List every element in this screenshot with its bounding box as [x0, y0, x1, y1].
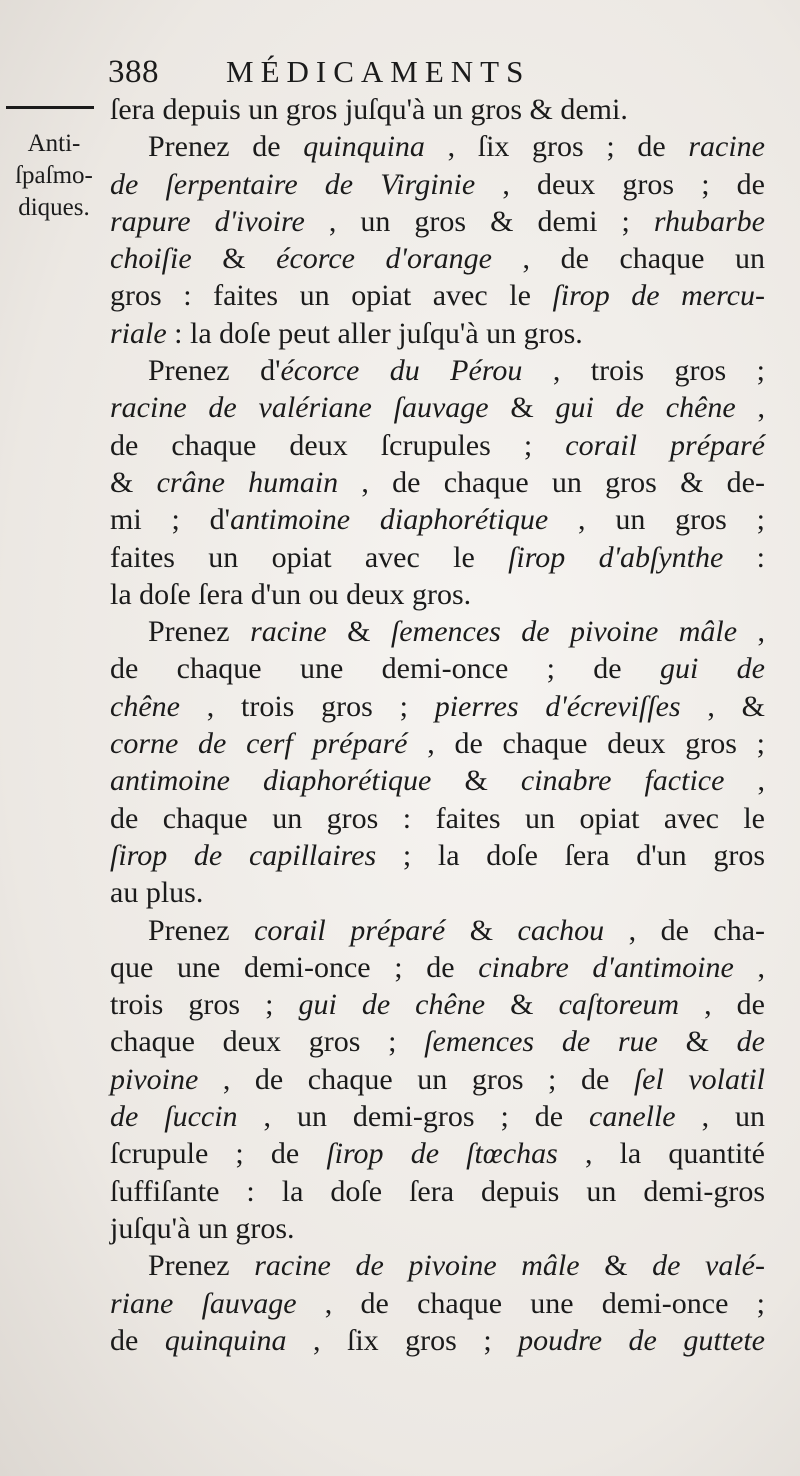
- italic-text: quinquina: [303, 130, 425, 164]
- text-line: [110, 1322, 765, 1359]
- italic-text: pierres d'écreviſſes: [434, 689, 681, 723]
- text-line: [110, 1098, 765, 1135]
- text-line: [110, 949, 765, 986]
- roman-text: ,: [735, 391, 765, 425]
- roman-text: de chaque un gros : faites un opiat avec le: [110, 801, 765, 835]
- roman-text: Prenez de: [148, 130, 304, 164]
- italic-text: ſemences de pivoine mâle: [390, 615, 738, 649]
- italic-text: ſel volatil: [633, 1062, 766, 1096]
- text-line: [110, 166, 765, 203]
- roman-text: , de chaque un gros ; de: [198, 1062, 634, 1096]
- italic-text: ſirop d'abſynthe: [508, 540, 724, 574]
- italic-text: ſirop de capillaires: [110, 838, 377, 872]
- roman-text: , de: [679, 988, 765, 1022]
- text-line: [110, 576, 765, 613]
- roman-text: , un: [675, 1100, 766, 1134]
- roman-text: de: [110, 1323, 165, 1357]
- italic-text: riane ſauvage: [110, 1286, 297, 1320]
- roman-text: , ſix gros ; de: [424, 130, 689, 164]
- italic-text: caſtoreum: [558, 988, 680, 1022]
- roman-text: mi ; d': [110, 503, 231, 537]
- roman-text: ,: [733, 950, 766, 984]
- roman-text: au plus.: [110, 876, 204, 910]
- text-line: [110, 501, 765, 538]
- italic-text: cachou: [517, 913, 605, 947]
- text-line: [110, 874, 765, 911]
- text-line: [110, 389, 765, 426]
- text-line: [110, 613, 765, 650]
- text-line: [110, 1285, 765, 1322]
- text-line: [110, 762, 765, 799]
- italic-text: chêne: [110, 689, 180, 723]
- roman-text: &: [431, 764, 521, 798]
- roman-text: juſqu'à un gros.: [110, 1211, 295, 1245]
- italic-text: cinabre d'antimoine: [478, 950, 734, 984]
- roman-text: Prenez: [148, 913, 255, 947]
- italic-text: gui de chêne: [298, 988, 486, 1022]
- roman-text: ,: [724, 764, 766, 798]
- roman-text: , de chaque un gros & de-: [338, 465, 765, 499]
- italic-text: pivoine: [110, 1062, 199, 1096]
- roman-text: , de chaque une demi-once ;: [296, 1286, 765, 1320]
- roman-text: &: [657, 1025, 737, 1059]
- text-line: [110, 240, 765, 277]
- italic-text: racine: [688, 130, 765, 164]
- roman-text: , de cha-: [604, 913, 766, 947]
- italic-text: corail préparé: [565, 428, 765, 462]
- roman-text: Prenez: [148, 1249, 255, 1283]
- text-line: [110, 837, 765, 874]
- italic-text: rapure d'ivoire: [110, 204, 305, 238]
- roman-text: , deux gros ; de: [475, 167, 765, 201]
- italic-text: riale: [110, 316, 167, 350]
- roman-text: , un gros & demi ;: [304, 204, 654, 238]
- italic-text: poudre de guttete: [518, 1323, 765, 1357]
- roman-text: , de chaque deux gros ;: [407, 727, 765, 761]
- roman-text: Prenez d': [148, 354, 281, 388]
- roman-text: Prenez: [148, 615, 251, 649]
- text-line: [110, 688, 765, 725]
- italic-text: rhubarbe: [653, 204, 765, 238]
- roman-text: chaque deux gros ;: [110, 1025, 425, 1059]
- margin-note: [2, 128, 106, 224]
- roman-text: , &: [680, 689, 765, 723]
- roman-text: de chaque une demi-once ; de: [110, 652, 660, 686]
- italic-text: choiſie: [110, 242, 192, 276]
- italic-text: antimoine diaphorétique: [230, 503, 549, 537]
- text-line: [110, 650, 765, 687]
- italic-text: ſemences de rue: [424, 1025, 658, 1059]
- text-line: [110, 1061, 765, 1098]
- italic-text: crâne humain: [156, 465, 339, 499]
- italic-text: corail préparé: [254, 913, 446, 947]
- roman-text: , trois gros ;: [179, 689, 435, 723]
- text-line: [110, 725, 765, 762]
- text-line: [110, 1135, 765, 1172]
- text-line: [110, 1210, 765, 1247]
- italic-text: écorce d'orange: [276, 242, 492, 276]
- italic-text: cinabre factice: [520, 764, 725, 798]
- text-line: [110, 539, 765, 576]
- roman-text: &: [488, 391, 556, 425]
- body-text: [110, 91, 765, 1359]
- text-line: [110, 427, 765, 464]
- roman-text: faites un opiat avec le: [110, 540, 509, 574]
- roman-text: , un demi-gros ; de: [237, 1100, 589, 1134]
- roman-text: de chaque deux ſcrupules ;: [110, 428, 566, 462]
- italic-text: racine de pivoine mâle: [254, 1249, 580, 1283]
- italic-text: quinquina: [164, 1323, 287, 1357]
- roman-text: &: [485, 988, 559, 1022]
- italic-text: de ſuccin: [110, 1100, 238, 1134]
- text-line: [110, 91, 765, 128]
- text-line: [110, 464, 765, 501]
- roman-text: &: [110, 465, 157, 499]
- italic-text: corne de cerf préparé: [110, 727, 408, 761]
- page-number: 388: [108, 54, 159, 90]
- roman-text: &: [579, 1249, 653, 1283]
- italic-text: gui de chêne: [555, 391, 736, 425]
- roman-text: ſera depuis un gros juſqu'à un gros & demi.: [110, 93, 628, 126]
- roman-text: ſcrupule ; de: [110, 1137, 327, 1171]
- text-line: [110, 1247, 765, 1284]
- running-title: MÉDICAMENTS: [226, 54, 531, 89]
- roman-text: , la quantité: [557, 1137, 765, 1171]
- italic-text: gui de: [659, 652, 765, 686]
- margin-note-line: ſpaſmo-: [15, 162, 93, 189]
- margin-note-line: Anti-: [27, 130, 81, 157]
- roman-text: : la doſe peut aller juſqu'à un gros.: [166, 316, 583, 350]
- italic-text: de valé-: [652, 1249, 765, 1283]
- italic-text: de: [736, 1025, 765, 1059]
- roman-text: ,: [737, 615, 766, 649]
- text-line: [110, 912, 765, 949]
- roman-text: que une demi-once ; de: [110, 950, 479, 984]
- italic-text: antimoine diaphorétique: [110, 764, 432, 798]
- italic-text: ſirop de mercu-: [552, 279, 765, 313]
- italic-text: canelle: [589, 1100, 676, 1134]
- text-line: [110, 986, 765, 1023]
- roman-text: &: [326, 615, 391, 649]
- italic-text: ſirop de ſtœchas: [326, 1137, 558, 1171]
- italic-text: écorce du Pérou: [280, 354, 523, 388]
- roman-text: , un gros ;: [548, 503, 765, 537]
- roman-text: , trois gros ;: [522, 354, 765, 388]
- roman-text: gros : faites un opiat avec le: [110, 279, 553, 313]
- roman-text: ſuffiſante : la doſe ſera depuis un demi-gros: [110, 1174, 765, 1208]
- roman-text: trois gros ;: [110, 988, 299, 1022]
- text-line: [110, 315, 765, 352]
- roman-text: &: [445, 913, 518, 947]
- roman-text: , de chaque un: [491, 242, 765, 276]
- margin-rule: [6, 106, 94, 109]
- text-line: [110, 800, 765, 837]
- text-line: [110, 277, 765, 314]
- text-line: [110, 203, 765, 240]
- text-line: [110, 128, 765, 165]
- italic-text: racine de valériane ſauvage: [110, 391, 489, 425]
- text-line: [110, 1023, 765, 1060]
- text-line: [110, 352, 765, 389]
- roman-text: , ſix gros ;: [286, 1323, 519, 1357]
- italic-text: racine: [250, 615, 327, 649]
- roman-text: ; la doſe ſera d'un gros: [376, 838, 765, 872]
- roman-text: la doſe ſera d'un ou deux gros.: [110, 577, 472, 611]
- italic-text: de ſerpentaire de Virginie: [110, 167, 476, 201]
- text-line: [110, 1173, 765, 1210]
- running-header: [108, 54, 668, 96]
- roman-text: :: [723, 540, 765, 574]
- margin-note-line: diques.: [18, 194, 90, 221]
- roman-text: &: [191, 242, 277, 276]
